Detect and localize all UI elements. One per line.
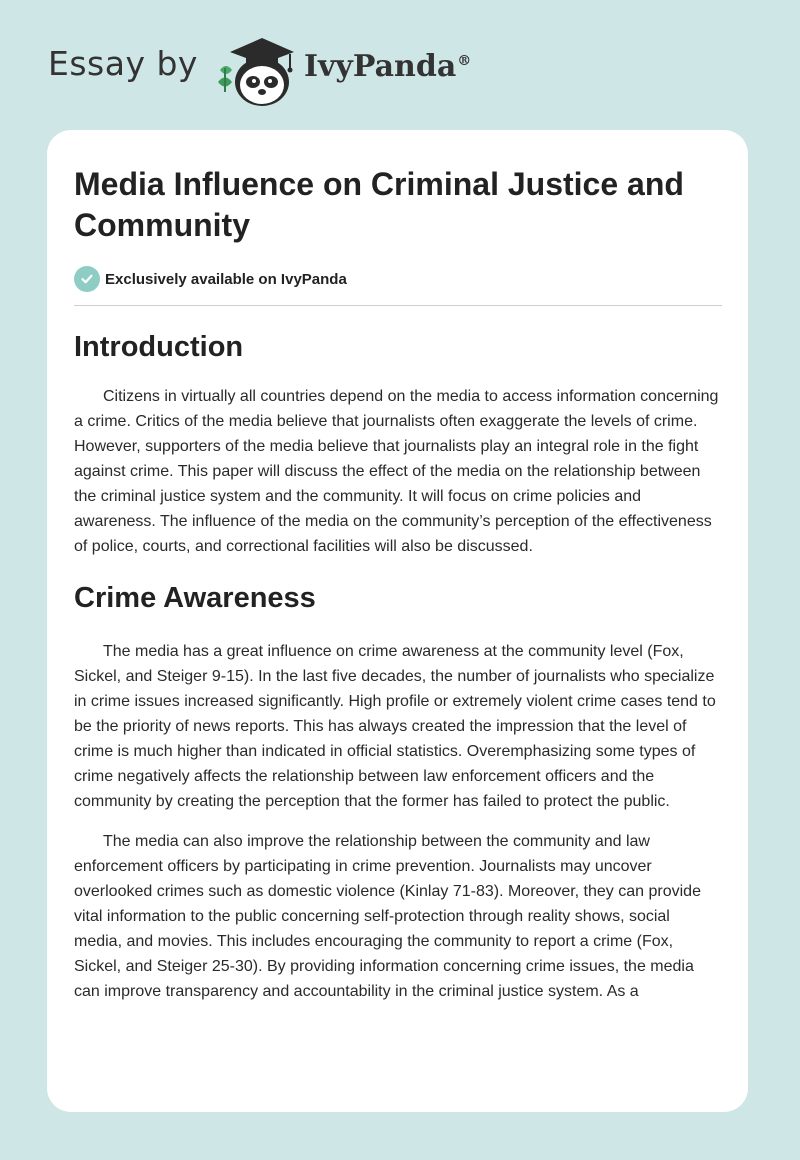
registered-mark: ® [457, 52, 472, 69]
divider [74, 305, 722, 306]
check-circle-icon [74, 266, 100, 292]
panda-logo-icon[interactable] [212, 30, 302, 110]
brand-header [48, 30, 471, 110]
paragraph: The media has a great influence on crime awareness at the community level (Fox, Sickel, and Steiger 9-15). In the last five decades, the number of journalists who specialize in crime issues increased significantly. High profile or extremely violent crime cases tend to be the priority of news reports. This has always created the impression that the level of crime is much higher than indicated in official statistics. Overemphasizing some types of crime negatively affects the relationship between law enforcement officers and the community by creating the perception that the former has failed to protect the public. [74, 643, 716, 810]
paragraph: Citizens in virtually all countries depend on the media to access information concerning a crime. Critics of the media believe that journalists often exaggerate the levels of crime. However, supporters of the media believe that journalists play an integral role in the fight against crime. This paper will discuss the effect of the media on the relationship between the criminal justice system and the community. It will focus on crime policies and awareness. The influence of the media on the community’s perception of the effectiveness of police, courts, and correctional facilities will also be discussed. [74, 388, 719, 555]
article-card [47, 130, 748, 1112]
badge-text: Exclusively available on IvyPanda [105, 270, 347, 288]
section-heading-introduction: Introduction [74, 331, 244, 363]
section-heading-crime-awareness: Crime Awareness [74, 582, 316, 614]
exclusive-badge [74, 266, 722, 292]
brand-name[interactable] [304, 49, 471, 84]
brand-prefix: Essay by [48, 43, 198, 83]
brand-name-text: IvyPanda [303, 48, 457, 84]
article-title: Media Influence on Criminal Justice and Community [74, 166, 684, 243]
paragraph: The media can also improve the relationship between the community and law enforcement officers by participating in crime prevention. Journalists may uncover overlooked crimes such as domestic violence (Kinlay 71-83). Moreover, they can provide vital information to the public concerning self-protection through reality shows, social media, and movies. This includes encouraging the community to report a crime (Fox, Sickel, and Steiger 25-30). By providing information concerning crime issues, the media can improve transparency and accountability in the criminal justice system. As a [74, 833, 701, 1000]
